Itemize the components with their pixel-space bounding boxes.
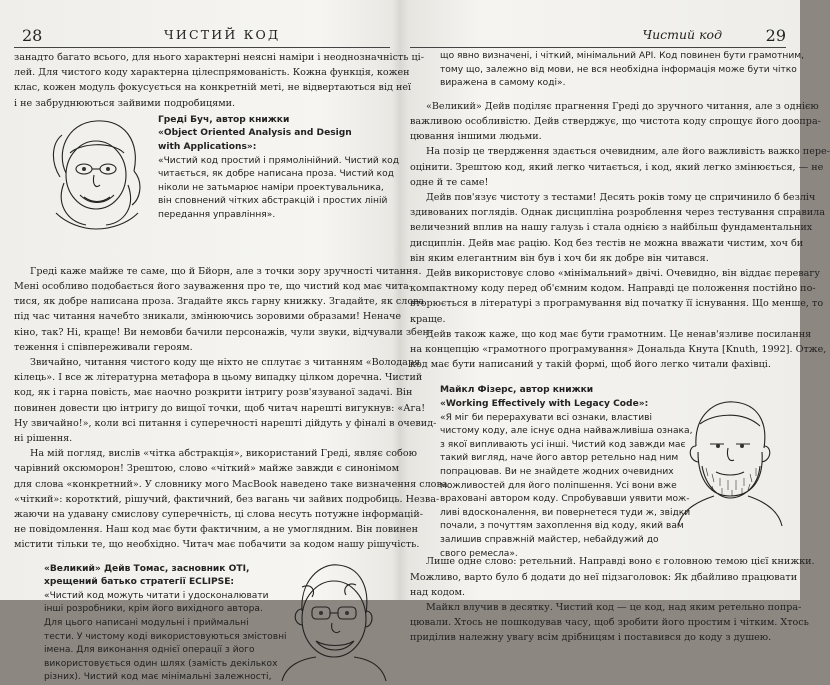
header-rule: [410, 47, 786, 48]
text-line: Майкл Фізерс, автор книжки: [440, 385, 594, 396]
text-line: він сповнений чітких абстракцій і простих ліній: [158, 196, 388, 207]
page-number: 29: [765, 26, 786, 45]
text-line: Звичайно, читання чистого коду ще ніхто не сплутає з читанням «Володаря: [30, 357, 421, 369]
text-line: клас, кожен модуль фокусується на конкретній меті, не відвертаються від неї: [14, 82, 412, 94]
grady-booch-portrait: [36, 113, 154, 231]
text-line: Ну звичайно!», коли всі питання і суперечності нарешті дійдуть у фіналі в очевид-: [14, 417, 437, 429]
text-line: враховані автором коду. Спробувавши уявити мож-: [440, 494, 690, 505]
text-line: чистому коду, але існує одна найважливіша ознака,: [440, 426, 693, 437]
text-line: що явно визначені, і чіткий, мінімальний API. Код повинен бути грамотним,: [440, 51, 804, 61]
quote-attribution: [44, 563, 274, 590]
quote-block-thomas: [14, 563, 390, 683]
paragraph: [410, 600, 809, 646]
text-line: і не забруднюються зайвими подробицями.: [14, 97, 236, 109]
text-line: дисциплін. Дейв має рацію. Код без тестів не можна вважати чистим, хоч би: [410, 237, 804, 249]
paragraph: [410, 554, 815, 600]
text-line: лей. Для чистого коду характерна цілеспрямованість. Кожна функція, кожен: [14, 67, 410, 79]
paragraph: [410, 327, 827, 373]
text-line: «чіткий»: коротктий, рішучий, фактичний, без вагань чи зайвих подробиць. Незва-: [14, 493, 440, 505]
text-line: цювали. Хтось не пошкодував часу, щоб зробити його простим і чітким. Хтось: [410, 617, 809, 629]
text-line: повинен довести цю інтригу до вищої точки, щоб читач нарешті вигукнув: «Ага!: [14, 402, 426, 414]
text-line: «Object Oriented Analysis and Design: [158, 128, 352, 139]
text-line: На мій погляд, вислів «чітка абстракція», використаний Греді, являє собою: [30, 448, 417, 460]
text-line: читається, як добре написана проза. Чистий код: [158, 169, 394, 180]
text-line: одне й те саме!: [410, 176, 489, 188]
left-page-header: [14, 22, 390, 48]
text-line: оцінити. Зрештою код, який легко читається, і код, який легко змінюється, — не: [410, 161, 824, 173]
paragraph: [14, 355, 437, 446]
paragraph: [14, 50, 424, 111]
text-line: не повідомлення. Наш код має бути фактичним, а не умоглядним. Він повинен: [14, 524, 418, 536]
text-line: використовується один шлях (замість декількох: [44, 658, 278, 669]
text-line: інші розробники, крім його вихідного автора.: [44, 604, 263, 615]
text-line: він яким елегантним він був і хоч би як добре він читався.: [410, 252, 709, 264]
text-line: Греді Буч, автор книжки: [158, 114, 290, 125]
text-line: здивованих поглядів. Однак дисципліна розроблення через тестування справила: [410, 207, 825, 219]
text-line: можливостей для його поліпшення. Усі вони вже: [440, 480, 677, 491]
quote-attribution: [440, 384, 680, 411]
text-line: «Великий» Дейв Томас, засновник OTI,: [44, 563, 250, 574]
text-line: Майкл влучив в десятку. Чистий код — це код, над яким ретельно попра-: [426, 602, 802, 614]
text-line: краще.: [410, 313, 446, 325]
text-line: ніколи не затьмарює наміри проектувальника,: [158, 182, 384, 193]
text-line: «Чистий код простий і прямолінійний. Чистий код: [158, 155, 400, 166]
quote-block-booch: [14, 111, 400, 264]
right-page: [410, 0, 830, 644]
running-title: ЧИСТИЙ КОД: [164, 27, 281, 42]
text-line: код, як і гарна повість, має наочно розкрити інтригу розв'язуваної задачі. Він: [14, 387, 413, 399]
text-line: залишив справжній майстер, небайдужий до: [440, 534, 659, 545]
quote-attribution: [158, 114, 388, 155]
page-number: 28: [22, 26, 43, 45]
text-line: з якої випливають усі інші. Чистий код завжди має: [440, 439, 686, 450]
text-line: теження і співпереживали героям.: [14, 341, 193, 353]
text-line: для слова «конкретний». У словнику мого MacBook наведено таке визначення слова: [14, 478, 448, 490]
text-line: Лише одне слово: ретельний. Направді воно є головною темою цієї книжки.: [426, 556, 815, 568]
text-line: вторюється в літературі з програмування від початку її існування. Що менше, то: [410, 298, 824, 310]
text-line: тому що, залежно від мови, не вся необхідна інформація може бути чітко: [440, 64, 797, 75]
text-line: виражена в самому коді».: [440, 78, 566, 89]
text-line: містити тільки те, що необхідно. Читач має побачити за кодом нашу рішучість.: [14, 539, 420, 551]
text-line: Для цього написані модульні і приймальні: [44, 618, 249, 629]
text-line: кіно, так? Ні, краще! Ви немовби бачили персонажів, чули звуки, відчували збен-: [14, 326, 433, 338]
text-line: жаючи на удавану смислову суперечність, ці слова несуть потужне інформацій-: [14, 509, 423, 521]
text-line: Можливо, варто було б додати до неї підзаголовок: Як дбайливо працювати: [410, 571, 798, 583]
text-line: Дейв пов'язує чистоту з тестами! Десять років тому це спричинило б безліч: [426, 192, 816, 203]
text-line: приділив належну увагу всім дрібницям і поставився до коду з душею.: [410, 632, 772, 644]
text-line: над кодом.: [410, 586, 466, 598]
text-line: Дейв використовує слово «мінімальний» двічі. Очевидно, він віддає перевагу: [426, 268, 821, 280]
paragraph: [410, 266, 824, 327]
text-line: попрацював. Ви не знайдете жодних очевидних: [440, 467, 674, 477]
text-line: Мені особливо подобається його зауваження про те, що чистий код має чита-: [14, 281, 413, 293]
text-line: такий вигляд, наче його автор ретельно над ним: [440, 453, 679, 464]
text-line: тести. У чистому коді використовуються змістовні: [44, 631, 287, 642]
text-line: «Великий» Дейв поділяє прагнення Греді до зручного читання, але з однією: [426, 100, 819, 112]
text-line: різних). Чистий код має мінімальні залежності,: [44, 672, 272, 683]
text-line: компактному коду перед об'ємним кодом. Направді це положення постійно по-: [410, 283, 816, 295]
quote-block-feathers: [410, 384, 786, 559]
quote-text: [44, 590, 287, 685]
text-line: імена. Для виконання однієї операції з його: [44, 645, 255, 656]
text-line: важливою особливістю. Дейв стверджує, що чистота коду спрощує його доопра-: [410, 115, 821, 127]
text-line: передання управління».: [158, 209, 276, 220]
paragraph: [410, 144, 830, 190]
text-line: тися, як добре написана проза. Згадайте яксь гарну книжку. Згадайте, як слова: [14, 296, 425, 308]
dave-thomas-portrait: [272, 557, 388, 681]
text-line: Дейв також каже, що код має бути грамотним. Це ненав'язливе посилання: [426, 328, 812, 340]
quote-text: [440, 412, 693, 562]
michael-feathers-portrait: [672, 396, 786, 526]
running-title: Чистий код: [642, 27, 722, 42]
text-line: цювання іншими людьми.: [410, 131, 542, 143]
text-line: кілець». І все ж літературна метафора в цьому випадку цілком доречна. Чистий: [14, 372, 423, 384]
header-rule: [14, 47, 390, 48]
right-page-body: [410, 50, 830, 646]
text-line: під час читання начебто зникали, змінюючись зоровими образами! Неначе: [14, 311, 402, 323]
paragraph: [14, 446, 448, 552]
paragraph: [410, 190, 825, 266]
paragraph: [14, 264, 433, 355]
text-line: занадто багато всього, для нього характерні неясні наміри і неоднозначність ці-: [14, 52, 424, 63]
text-line: свого ремесла».: [440, 548, 518, 559]
right-page-header: [410, 22, 786, 48]
text-line: почали, з почуттям захоплення від коду, який вам: [440, 521, 684, 532]
quote-text: [158, 155, 400, 223]
text-line: чарівний оксюморон! Зрештою, слово «чіткий» майже завжди є синонімом: [14, 463, 400, 475]
text-line: with Applications»:: [158, 142, 257, 152]
text-line: ні рішення.: [14, 433, 73, 445]
text-line: код має бути написаний у такій формі, щоб його легко читали фахівці.: [410, 359, 771, 371]
text-line: «Working Effectively with Legacy Code»:: [440, 399, 649, 410]
text-line: Греді каже майже те саме, що й Бйорн, але з точки зору зручності читання.: [30, 265, 422, 277]
text-line: «Я міг би перерахувати всі ознаки, властиві: [440, 412, 652, 423]
text-line: «Чистий код можуть читати і удосконалювати: [44, 590, 269, 601]
text-line: ливі вдосконалення, ви повернетеся туди ж, звідки: [440, 507, 691, 518]
text-line: На позір це твердження здається очевидним, але його важливість важко пере-: [426, 146, 830, 158]
quote-text-continued: [410, 50, 804, 91]
paragraph: [410, 99, 821, 145]
text-line: величезний вплив на нашу галузь і стала однією з найбільш фундаментальних: [410, 222, 813, 234]
text-line: на концепцію «грамотного програмування» Дональда Кнута [Knuth, 1992]. Отже,: [410, 344, 827, 356]
text-line: хрещений батько стратегії ECLIPSE:: [44, 577, 235, 588]
